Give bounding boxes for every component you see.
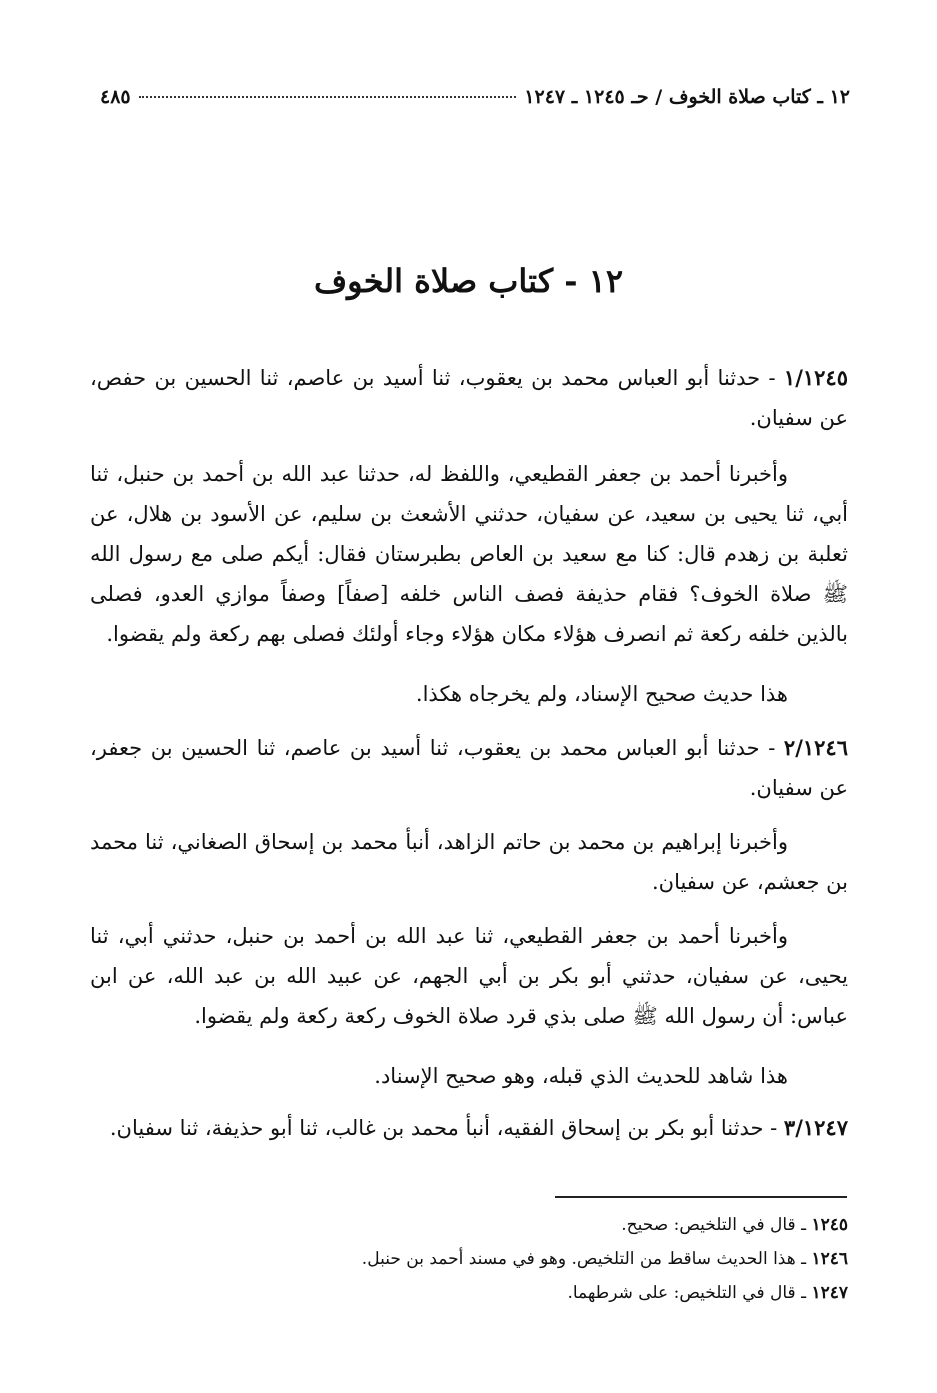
- footnote: [110, 1276, 848, 1310]
- paragraph: [90, 674, 848, 714]
- grading-1246: [90, 1056, 848, 1096]
- footnote-divider: [555, 1196, 847, 1198]
- footnote-number: ١٢٤٥: [811, 1215, 848, 1235]
- footnote-text: ـ هذا الحديث ساقط من التلخيص. وهو في مسند أحمد بن حنبل.: [361, 1249, 812, 1269]
- chapter-title: ١٢ - كتاب صلاة الخوف: [313, 262, 623, 300]
- footnote: [110, 1208, 848, 1242]
- footnote-number: ١٢٤٦: [811, 1249, 848, 1269]
- hadith-1245: [90, 358, 848, 438]
- paragraph-text: - حدثنا أبو العباس محمد بن يعقوب، ثنا أسيد بن عاصم، ثنا الحسين بن حفص، عن سفيان.: [90, 366, 848, 430]
- paragraph-text: وأخبرنا أحمد بن جعفر القطيعي، واللفظ له، حدثنا عبد الله بن أحمد بن حنبل، ثنا أبي، ثنا يحيى بن سعيد، عن سفيان، حدثني الأشعث بن سليم، عن الأسود بن هلال، عن ثعلبة بن زهدم قال: كنا مع سعيد بن العاص بطبرستان فقال: أيكم صلى مع رسول الله ﷺ صلاة الخوف؟ فقام حذيفة فصف الناس خلفه [صفاً] وصفاً موازي العدو، فصلى بالذين خلفه ركعة ثم انصرف هؤلاء مكان هؤلاء وجاء أولئك فصلى بهم ركعة ولم يقضوا.: [90, 462, 848, 646]
- grading-1245: [90, 674, 848, 714]
- footnotes: [110, 1208, 848, 1310]
- hadith-1246: [90, 728, 848, 808]
- hadith-number: ٢/١٢٤٦: [783, 735, 848, 760]
- footnote-text: ـ قال في التلخيص: صحيح.: [621, 1215, 812, 1235]
- page-number: ٤٨٥: [100, 86, 131, 108]
- paragraph-text: وأخبرنا إبراهيم بن محمد بن حاتم الزاهد، أنبأ محمد بن إسحاق الصغاني، ثنا محمد بن جعشم، عن سفيان.: [90, 830, 848, 894]
- paragraph-text: - حدثنا أبو العباس محمد بن يعقوب، ثنا أسيد بن عاصم، ثنا الحسين بن جعفر، عن سفيان.: [90, 736, 848, 800]
- hadith-number: ١/١٢٤٥: [783, 365, 848, 390]
- paragraph: [90, 728, 848, 808]
- paragraph: [90, 454, 848, 654]
- paragraph: [90, 916, 848, 1036]
- hadith-1246-second-chain: [90, 822, 848, 902]
- paragraph-text: وأخبرنا أحمد بن جعفر القطيعي، ثنا عبد الله بن أحمد بن حنبل، حدثني أبي، ثنا يحيى، عن سفيان، حدثني أبو بكر بن أبي الجهم، عن عبيد الله بن عبد الله، عن ابن عباس: أن رسول الله ﷺ صلى بذي قرد صلاة الخوف ركعة ركعة ولم يقضوا.: [90, 924, 848, 1028]
- paragraph-text: هذا حديث صحيح الإسناد، ولم يخرجاه هكذا.: [415, 682, 788, 706]
- footnote: [110, 1242, 848, 1276]
- footnote-text: ـ قال في التلخيص: على شرطهما.: [567, 1283, 812, 1303]
- paragraph: [90, 1108, 848, 1148]
- paragraph-text: - حدثنا أبو بكر بن إسحاق الفقيه، أنبأ محمد بن غالب، ثنا أبو حذيفة، ثنا سفيان.: [109, 1116, 784, 1140]
- paragraph: [90, 1056, 848, 1096]
- hadith-number: ٣/١٢٤٧: [783, 1115, 848, 1140]
- hadith-1247: [90, 1108, 848, 1148]
- hadith-1245-second-chain: [90, 454, 848, 654]
- running-title: ١٢ ـ كتاب صلاة الخوف / حـ ١٢٤٥ ـ ١٢٤٧: [524, 86, 850, 108]
- leader-dots: [139, 96, 517, 98]
- paragraph: [90, 822, 848, 902]
- paragraph: [90, 358, 848, 438]
- hadith-1246-third-chain: [90, 916, 848, 1036]
- running-header: [100, 86, 850, 108]
- paragraph-text: هذا شاهد للحديث الذي قبله، وهو صحيح الإسناد.: [374, 1064, 788, 1088]
- footnote-number: ١٢٤٧: [811, 1283, 848, 1303]
